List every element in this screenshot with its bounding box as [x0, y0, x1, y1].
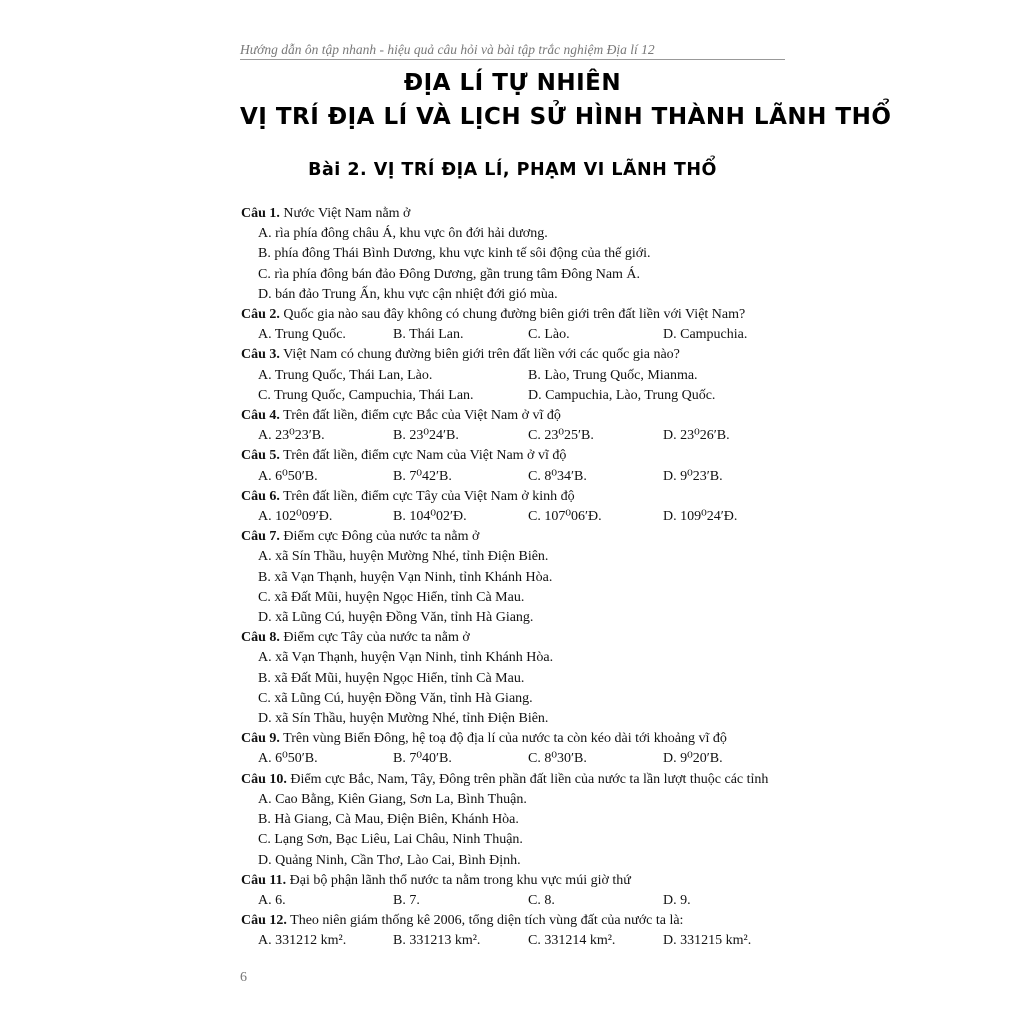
question-1: Câu 1. Nước Việt Nam nằm ở — [241, 206, 411, 221]
option-row — [241, 467, 791, 487]
question-7: Câu 7. Điểm cực Đông của nước ta nằm ở — [241, 529, 480, 545]
option: C. 8⁰34′B. — [528, 468, 587, 484]
option: C. 8. — [528, 892, 555, 908]
option: B. Lào, Trung Quốc, Mianma. — [528, 367, 698, 383]
option-row — [241, 426, 791, 446]
option: D. 9⁰20′B. — [663, 751, 723, 767]
option: A. 6. — [258, 892, 286, 908]
section-title: VỊ TRÍ ĐỊA LÍ VÀ LỊCH SỬ HÌNH THÀNH LÃNH THỔ — [240, 104, 892, 130]
option: D. xã Lũng Cú, huyện Đồng Văn, tỉnh Hà Giang. — [258, 610, 534, 626]
option-row — [241, 507, 791, 527]
running-header: Hướng dẫn ôn tập nhanh - hiệu quả câu hỏi và bài tập trắc nghiệm Địa lí 12 — [240, 42, 655, 57]
option: B. phía đông Thái Bình Dương, khu vực kinh tế sôi động của thế giới. — [258, 246, 651, 262]
option: B. xã Đất Mũi, huyện Ngọc Hiển, tỉnh Cà Mau. — [258, 670, 525, 686]
option: B. 7⁰40′B. — [393, 751, 452, 767]
option: A. Trung Quốc. — [258, 327, 346, 343]
option: B. xã Vạn Thạnh, huyện Vạn Ninh, tỉnh Khánh Hòa. — [258, 569, 553, 585]
option-row — [241, 931, 791, 951]
option: B. 7. — [393, 892, 420, 908]
question-2: Câu 2. Quốc gia nào sau đây không có chung đường biên giới trên đất liền với Việt Nam? — [241, 307, 746, 323]
option: C. 23⁰25′B. — [528, 428, 594, 444]
page-number: 6 — [240, 970, 247, 985]
question-list — [241, 204, 791, 952]
option-row — [241, 386, 791, 406]
option: B. 104⁰02′Đ. — [393, 509, 467, 525]
option: A. 102⁰09′Đ. — [258, 509, 333, 525]
option: C. xã Đất Mũi, huyện Ngọc Hiển, tỉnh Cà Mau. — [258, 589, 525, 605]
option: D. Campuchia. — [663, 327, 748, 343]
option: B. 331213 km². — [393, 933, 481, 949]
question-6: Câu 6. Trên đất liền, điểm cực Tây của Việt Nam ở kinh độ — [241, 488, 575, 504]
option: A. 6⁰50′B. — [258, 751, 318, 767]
option: D. bán đảo Trung Ấn, khu vực cận nhiệt đới gió mùa. — [258, 286, 558, 302]
option: D. Campuchia, Lào, Trung Quốc. — [528, 387, 716, 403]
option: D. 9. — [663, 892, 691, 908]
option-row — [241, 366, 791, 386]
question-5: Câu 5. Trên đất liền, điểm cực Nam của Việt Nam ở vĩ độ — [241, 448, 567, 464]
option: D. 23⁰26′B. — [663, 428, 730, 444]
question-12: Câu 12. Theo niên giám thống kê 2006, tổng diện tích vùng đất của nước ta là: — [241, 913, 684, 929]
option: A. rìa phía đông châu Á, khu vực ôn đới hải dương. — [258, 226, 548, 242]
option: C. 331214 km². — [528, 933, 616, 949]
option: C. rìa phía đông bán đảo Đông Dương, gần trung tâm Đông Nam Á. — [258, 266, 641, 282]
option-row — [241, 891, 791, 911]
header-rule — [240, 59, 785, 60]
option: D. 331215 km². — [663, 933, 752, 949]
lesson-title: Bài 2. VỊ TRÍ ĐỊA LÍ, PHẠM VI LÃNH THỔ — [308, 160, 717, 180]
option: C. xã Lũng Cú, huyện Đồng Văn, tỉnh Hà Giang. — [258, 690, 533, 706]
question-10: Câu 10. Điểm cực Bắc, Nam, Tây, Đông trên phần đất liền của nước ta lần lượt thuộc các tỉnh — [241, 771, 769, 787]
option: A. Cao Bằng, Kiên Giang, Sơn La, Bình Thuận. — [258, 791, 527, 807]
option: A. xã Vạn Thạnh, huyện Vạn Ninh, tỉnh Khánh Hòa. — [258, 650, 554, 666]
option: D. 109⁰24′Đ. — [663, 509, 738, 525]
question-11: Câu 11. Đại bộ phận lãnh thổ nước ta nằm trong khu vực múi giờ thứ — [241, 872, 631, 888]
option: C. 8⁰30′B. — [528, 751, 587, 767]
option: D. xã Sín Thầu, huyện Mường Nhé, tỉnh Điện Biên. — [258, 711, 549, 727]
option: C. Lào. — [528, 327, 570, 343]
option: A. 6⁰50′B. — [258, 468, 318, 484]
question-8: Câu 8. Điểm cực Tây của nước ta nằm ở — [241, 630, 470, 646]
option: D. 9⁰23′B. — [663, 468, 723, 484]
option: C. Trung Quốc, Campuchia, Thái Lan. — [258, 387, 474, 403]
option: A. Trung Quốc, Thái Lan, Lào. — [258, 367, 433, 383]
question-4: Câu 4. Trên đất liền, điểm cực Bắc của Việt Nam ở vĩ độ — [241, 408, 561, 424]
option: C. Lạng Sơn, Bạc Liêu, Lai Châu, Ninh Thuận. — [258, 832, 523, 848]
option: B. Hà Giang, Cà Mau, Điện Biên, Khánh Hòa. — [258, 812, 519, 828]
option: A. 331212 km². — [258, 933, 347, 949]
option: B. 23⁰24′B. — [393, 428, 459, 444]
option: C. 107⁰06′Đ. — [528, 509, 602, 525]
option: A. xã Sín Thầu, huyện Mường Nhé, tỉnh Điện Biên. — [258, 549, 549, 565]
question-3: Câu 3. Việt Nam có chung đường biên giới trên đất liền với các quốc gia nào? — [241, 347, 680, 363]
option: A. 23⁰23′B. — [258, 428, 325, 444]
option: B. Thái Lan. — [393, 327, 464, 343]
chapter-title: ĐỊA LÍ TỰ NHIÊN — [403, 70, 622, 96]
option: B. 7⁰42′B. — [393, 468, 452, 484]
question-9: Câu 9. Trên vùng Biển Đông, hệ toạ độ địa lí của nước ta còn kéo dài tới khoảng vĩ độ — [241, 731, 727, 747]
option-row — [241, 325, 791, 345]
option-row — [241, 749, 791, 769]
option: D. Quảng Ninh, Cần Thơ, Lào Cai, Bình Định. — [258, 852, 521, 868]
